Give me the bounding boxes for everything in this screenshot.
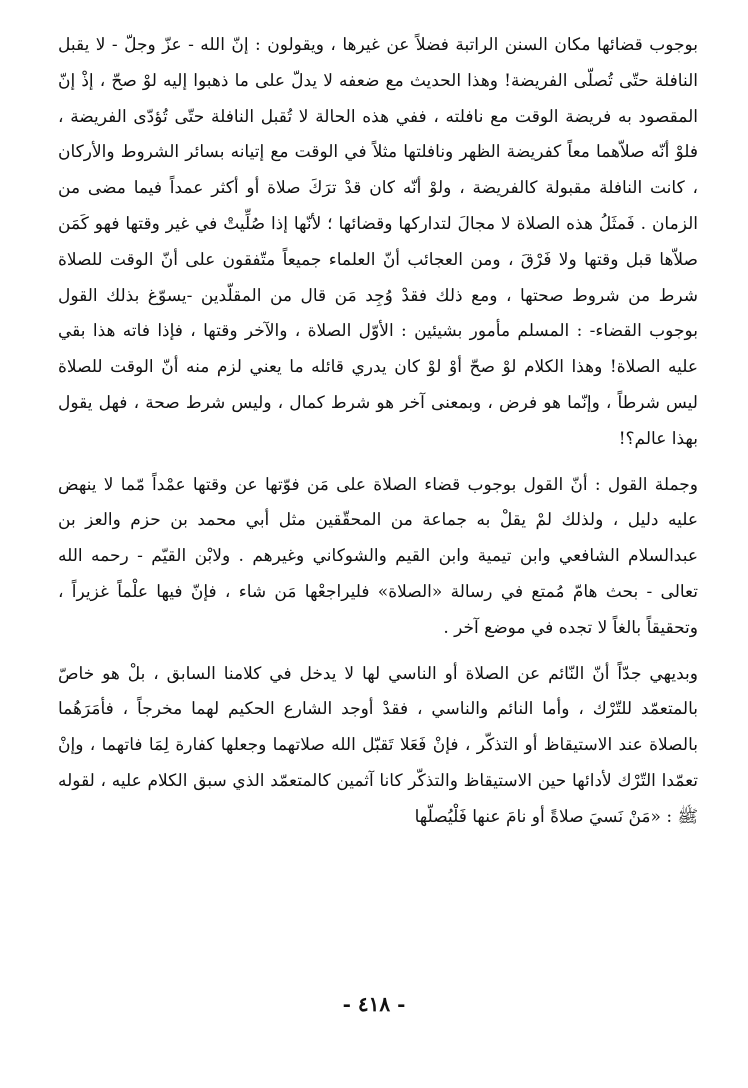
paragraph-2: وجملة القول : أنّ القول بوجوب قضاء الصلاة على مَن فوّتها عن وقتها عمْداً مّما لا ينهض عليه دليل ، ولذلك لمْ يقلْ به جماعة من المحقّقين مثل أبي محمد بن حزم والعز بن عبدالسلام الشافعي وابن تيمية وابن القيم والشوكاني وغيرهم . ولابْن القيّم - رحمه الله تعالى - بحث هامّ مُمتع في رسالة «الصلاة» فليراجعْها مَن شاء ، فإنّ فيها علْماً غزيراً ، وتحقيقاً بالغاً لا تجده في موضع آخر . [58, 474, 698, 638]
paragraph-1: بوجوب قضائها مكان السنن الراتبة فضلاً عن غيرها ، ويقولون : إنّ الله - عزّ وجلّ - لا يقبل النافلة حتّى تُصلّى الفريضة! وهذا الحديث مع ضعفه لا يدلّ على ما ذهبوا إليه لوْ صحّ ، إذْ إنّ المقصود به فريضة الوقت مع نافلته ، ففي هذه الحالة لا تُقبل النافلة حتّى تُؤدّى الفريضة ، فلوْ أنّه صلاّهما معاً كفريضة الظهر ونافلتها مثلاً في الوقت مع إتيانه بسائر الشروط والأركان ، كانت النافلة مقبولة كالفريضة ، ولوْ أنّه كان قدْ ترَكَ صلاة أو أكثر عمداً فيما مضى من الزمان . فَمثَلُ هذه الصلاة لا مجالَ لتداركها وقضائها ؛ لأنّها إذا صُلِّيتْ في غير وقتها فهو كَمَن صلاّها قبل وقتها ولا فَرْقَ ، ومن العجائب أنّ العلماء جميعاً متّفقون على أنّ الوقت للصلاة شرط من شروط صحتها ، ومع ذلك فقدْ وُجِد مَن قال من المقلّدين -يسوّغ بذلك القول بوجوب القضاء- : المسلم مأمور بشيئين : الأوّل الصلاة ، والآخر وقتها ، فإذا فاته هذا بقي عليه الصلاة! وهذا الكلام لوْ صحّ أوْ لوْ كان يدري قائله ما يعني لزم منه أنّ الوقت للصلاة ليس شرطاً ، وإنّما هو فرض ، وبمعنى آخر هو شرط كمال ، وليس شرط صحة ، فهل يقول بهذا عالم؟! [58, 35, 698, 449]
body-text [58, 28, 698, 836]
page-number: - ٤١٨ - [342, 992, 406, 1016]
paragraph-3: وبديهي جدّاً أنّ النّائم عن الصلاة أو الناسي لها لا يدخل في كلامنا السابق ، بلْ هو خاصّ بالمتعمّد للتّرْك ، وأما النائم والناسي ، فقدْ أوجد الشارع الحكيم لهما مخرجاً ، فأمَرَهُما بالصلاة عند الاستيقاظ أو التذكّر ، فإنْ فَعَلا تَقبّل الله صلاتهما وجعلها كفارة لِمَا فاتهما ، وإنْ تعمّدا التّرْك لأدائها حين الاستيقاظ والتذكّر كانا آثمين كالمتعمّد الذي سبق الكلام عليه ، لقوله ﷺ : «مَنْ نَسيَ صلاةً أو نامَ عنها فَلْيُصلّها [58, 663, 698, 827]
